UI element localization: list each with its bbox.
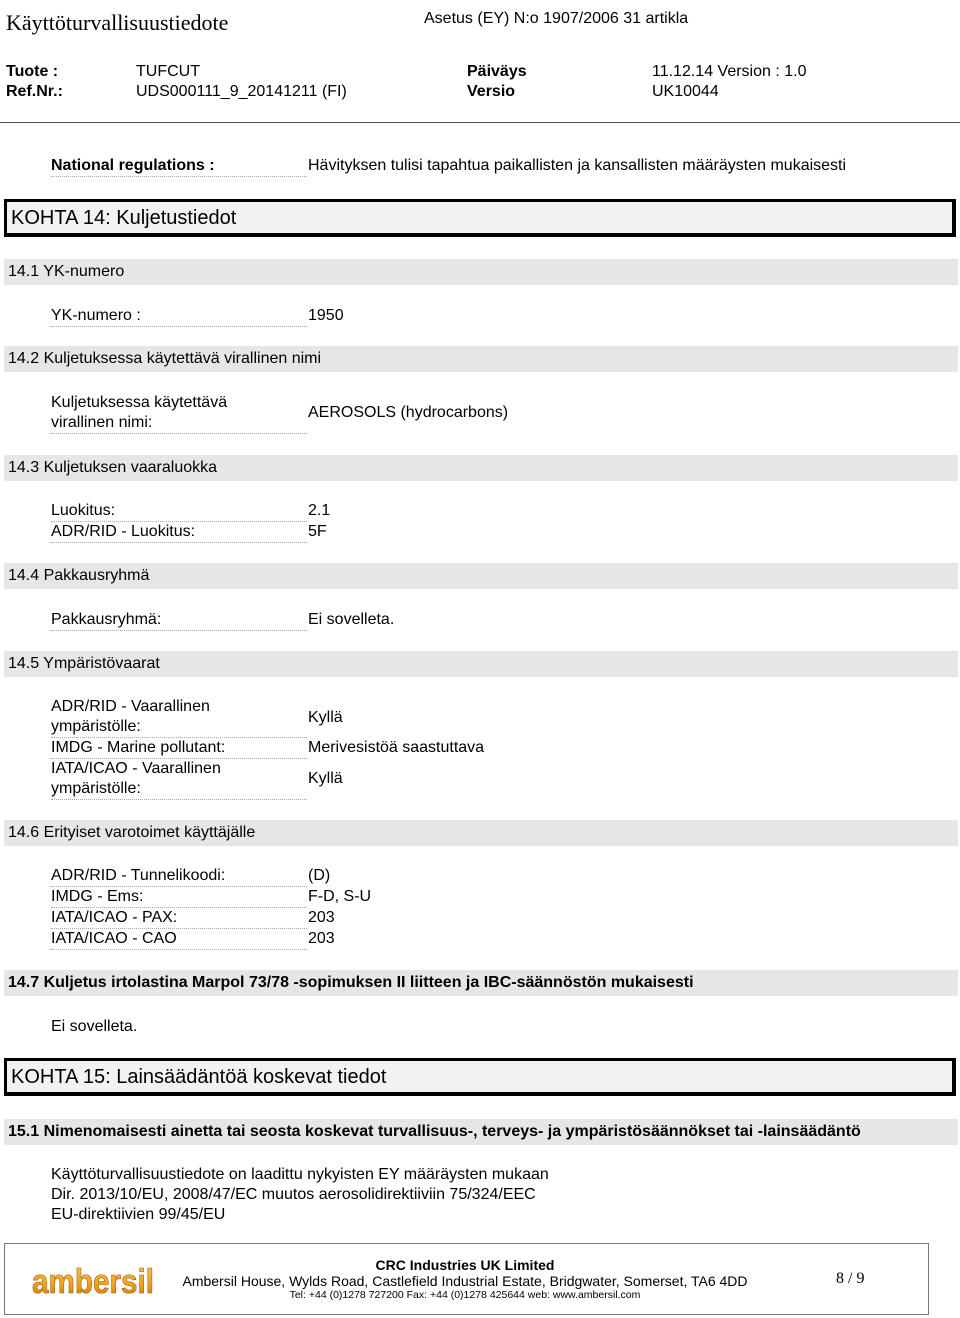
iata-env-label [51, 759, 307, 800]
adr-env-label [51, 697, 307, 738]
page-number: 8 / 9 [836, 1270, 865, 1287]
header-divider [0, 122, 960, 123]
footer-company: CRC Industries UK Limited [375, 1257, 555, 1273]
tunnel-code-value: (D) [308, 867, 331, 884]
adr-class-value: 5F [308, 523, 327, 540]
imdg-ems-label: IMDG - Ems: [51, 887, 307, 908]
shipping-name-value: AEROSOLS (hydrocarbons) [308, 404, 509, 421]
adr-env-label-line1: ADR/RID - Vaarallinen [51, 698, 210, 715]
subsection-14-7-heading: 14.7 Kuljetus irtolastina Marpol 73/78 -sopimuksen II liitteen ja IBC-säännöstön mukaisesti [4, 970, 958, 996]
shipping-name-label-line1: Kuljetuksessa käytettävä [51, 394, 228, 411]
marpol-text: Ei sovelleta. [51, 1018, 138, 1035]
iata-pax-value: 203 [308, 909, 335, 926]
iata-env-label-line2: ympäristölle: [51, 780, 141, 797]
packing-group-value: Ei sovelleta. [308, 611, 395, 628]
adr-env-label-line2: ympäristölle: [51, 718, 141, 735]
subsection-14-1-heading: 14.1 YK-numero [4, 259, 958, 285]
un-number-value: 1950 [308, 307, 344, 324]
imdg-pollutant-label: IMDG - Marine pollutant: [51, 738, 307, 759]
shipping-name-label [51, 393, 307, 434]
product-value: TUFCUT [136, 63, 200, 80]
imdg-ems-value: F-D, S-U [308, 888, 372, 905]
regulation-reference: Asetus (EY) N:o 1907/2006 31 artikla [424, 10, 689, 27]
iata-cao-label: IATA/ICAO - CAO [51, 929, 307, 950]
class-value: 2.1 [308, 502, 331, 519]
version-value: UK10044 [652, 83, 719, 100]
regulation-line-2: Dir. 2013/10/EU, 2008/47/EC muutos aerosolidirektiiviin 75/324/EEC [51, 1186, 536, 1203]
shipping-name-label-line2: virallinen nimi: [51, 414, 153, 431]
section-14-heading: KOHTA 14: Kuljetustiedot [4, 199, 956, 237]
imdg-pollutant-value: Merivesistöä saastuttava [308, 739, 485, 756]
adr-class-label: ADR/RID - Luokitus: [51, 522, 307, 543]
subsection-14-2-heading: 14.2 Kuljetuksessa käytettävä virallinen nimi [4, 346, 958, 372]
regulation-line-1: Käyttöturvallisuustiedote on laadittu nykyisten EY määräysten mukaan [51, 1166, 549, 1183]
subsection-14-6-heading: 14.6 Erityiset varotoimet käyttäjälle [4, 820, 958, 846]
document-title: Käyttöturvallisuustiedote [6, 10, 229, 35]
subsection-14-4-heading: 14.4 Pakkausryhmä [4, 563, 958, 589]
subsection-15-1-heading: 15.1 Nimenomaisesti ainetta tai seosta koskevat turvallisuus-, terveys- ja ympäristösäännökset tai -lainsäädäntö [4, 1119, 958, 1145]
iata-cao-value: 203 [308, 930, 335, 947]
date-value: 11.12.14 Version : 1.0 [652, 63, 807, 80]
version-label: Versio [467, 83, 516, 100]
subsection-14-5-heading: 14.5 Ympäristövaarat [4, 651, 958, 677]
section-15-heading: KOHTA 15: Lainsäädäntöä koskevat tiedot [4, 1058, 956, 1096]
regulation-line-3: EU-direktiivien 99/45/EU [51, 1206, 226, 1223]
national-regulations-value: Hävityksen tulisi tapahtua paikallisten ja kansallisten määräysten mukaisesti [308, 157, 847, 174]
adr-env-value: Kyllä [308, 709, 343, 726]
ref-label: Ref.Nr.: [6, 83, 63, 100]
tunnel-code-label: ADR/RID - Tunnelikoodi: [51, 866, 307, 887]
packing-group-label: Pakkausryhmä: [51, 610, 307, 631]
footer-address: Ambersil House, Wylds Road, Castlefield Industrial Estate, Bridgwater, Somerset, TA6 4DD [182, 1273, 748, 1289]
un-number-label: YK-numero : [51, 306, 307, 327]
footer-contact: Tel: +44 (0)1278 727200 Fax: +44 (0)1278 425644 web: www.ambersil.com [289, 1289, 641, 1301]
subsection-14-3-heading: 14.3 Kuljetuksen vaaraluokka [4, 455, 958, 481]
iata-pax-label: IATA/ICAO - PAX: [51, 908, 307, 929]
product-label: Tuote : [6, 63, 59, 80]
logo-text: ambersil [32, 1263, 154, 1301]
date-label: Päiväys [467, 63, 527, 80]
national-regulations-label: National regulations : [51, 156, 307, 177]
iata-env-label-line1: IATA/ICAO - Vaarallinen [51, 760, 221, 777]
class-label: Luokitus: [51, 501, 307, 522]
ambersil-logo [30, 1258, 156, 1302]
iata-env-value: Kyllä [308, 770, 343, 787]
ref-value: UDS000111_9_20141211 (FI) [136, 83, 347, 100]
